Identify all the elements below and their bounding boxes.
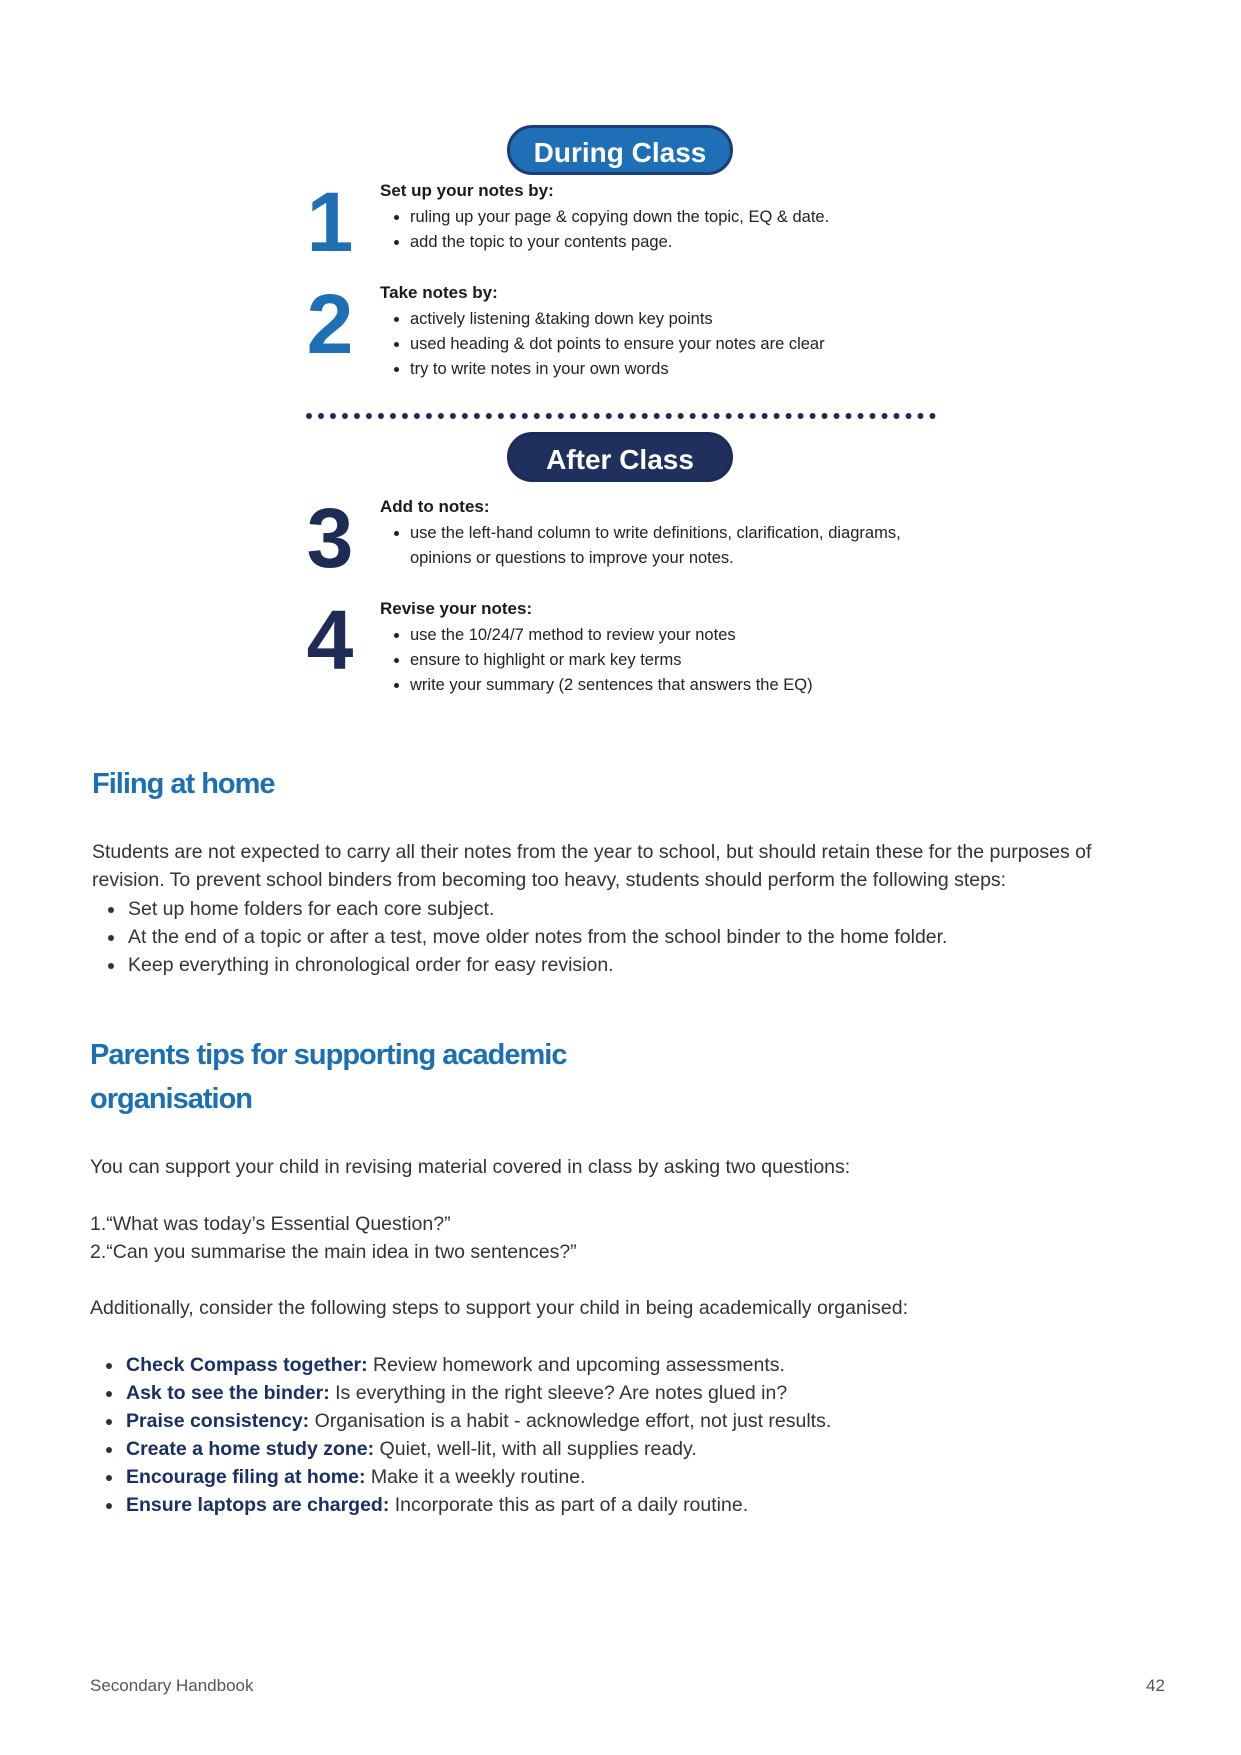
step-number: 2 bbox=[306, 277, 354, 371]
step-bullet: • write your summary (2 sentences that answers the EQ) bbox=[410, 673, 940, 698]
tip-text: Make it a weekly routine. bbox=[365, 1466, 586, 1488]
step-number: 4 bbox=[306, 593, 354, 687]
step-bullet: • actively listening &taking down key points bbox=[410, 307, 940, 332]
step-bullet: • use the 10/24/7 method to review your notes bbox=[410, 623, 940, 648]
tip-item bbox=[124, 1407, 1184, 1435]
tip-item bbox=[124, 1351, 1184, 1379]
tip-label: Create a home study zone: bbox=[126, 1438, 375, 1460]
parents-additional: Additionally, consider the following steps to support your child in being academically organised: bbox=[90, 1297, 909, 1319]
tip-label: Ensure laptops are charged: bbox=[126, 1494, 390, 1516]
tip-item bbox=[124, 1491, 1184, 1519]
step-number: 3 bbox=[306, 491, 354, 585]
step-content bbox=[380, 282, 940, 382]
step-number: 1 bbox=[306, 175, 354, 269]
step-bullets bbox=[380, 205, 940, 255]
step-bullets bbox=[380, 307, 940, 382]
list-item: • Set up home folders for each core subject. bbox=[126, 895, 1186, 923]
step-title: Set up your notes by: bbox=[380, 181, 554, 200]
step-title: Revise your notes: bbox=[380, 599, 533, 618]
filing-heading: Filing at home bbox=[92, 768, 275, 800]
step-content bbox=[380, 180, 940, 255]
parents-heading bbox=[90, 1033, 566, 1121]
tip-item bbox=[124, 1379, 1184, 1407]
tip-label: Encourage filing at home: bbox=[126, 1466, 366, 1488]
tip-label: Ask to see the binder: bbox=[126, 1382, 330, 1404]
filing-list bbox=[92, 895, 1186, 979]
step-bullet: • used heading & dot points to ensure your notes are clear bbox=[410, 332, 940, 357]
tip-text: Organisation is a habit - acknowledge effort, not just results. bbox=[309, 1410, 832, 1432]
tip-label: Praise consistency: bbox=[126, 1410, 310, 1432]
section-divider bbox=[306, 413, 936, 419]
list-item: • At the end of a topic or after a test, move older notes from the school binder to the home folder. bbox=[126, 923, 1186, 951]
parents-heading-line2: organisation bbox=[90, 1083, 253, 1115]
step-bullet: • use the left-hand column to write definitions, clarification, diagrams, opinions or questions to improve your notes. bbox=[410, 521, 940, 571]
step-bullet: • ruling up your page & copying down the topic, EQ & date. bbox=[410, 205, 940, 230]
during-class-label: During Class bbox=[507, 125, 733, 175]
footer-title: Secondary Handbook bbox=[90, 1676, 254, 1695]
tip-text: Incorporate this as part of a daily routine. bbox=[389, 1494, 749, 1516]
step-bullets bbox=[380, 521, 940, 571]
step-content bbox=[380, 598, 940, 698]
study-notes-infographic bbox=[300, 120, 960, 720]
filing-intro: Students are not expected to carry all their notes from the year to school, but should retain these for the purposes of revision. To prevent school binders from becoming too heavy, students should perform the following steps: bbox=[92, 841, 1092, 891]
step-title: Take notes by: bbox=[380, 283, 498, 302]
parents-tips-list bbox=[90, 1351, 1184, 1519]
step-bullets bbox=[380, 623, 940, 698]
tip-text: Is everything in the right sleeve? Are notes glued in? bbox=[329, 1382, 788, 1404]
step-content bbox=[380, 496, 940, 571]
tip-text: Quiet, well-lit, with all supplies ready. bbox=[374, 1438, 697, 1460]
step-bullet: • ensure to highlight or mark key terms bbox=[410, 648, 940, 673]
step-bullet: • try to write notes in your own words bbox=[410, 357, 940, 382]
step-title: Add to notes: bbox=[380, 497, 490, 516]
parents-intro: You can support your child in revising material covered in class by asking two questions: bbox=[90, 1156, 851, 1178]
tip-label: Check Compass together: bbox=[126, 1354, 368, 1376]
tip-item bbox=[124, 1463, 1184, 1491]
question-2: 2.“Can you summarise the main idea in two sentences?” bbox=[90, 1241, 577, 1263]
question-1: 1.“What was today’s Essential Question?” bbox=[90, 1213, 451, 1235]
tip-item bbox=[124, 1435, 1184, 1463]
parents-heading-line1: Parents tips for supporting academic bbox=[90, 1039, 567, 1071]
list-item: • Keep everything in chronological order for easy revision. bbox=[126, 951, 1186, 979]
tip-text: Review homework and upcoming assessments. bbox=[367, 1354, 785, 1376]
page-number: 42 bbox=[1146, 1676, 1165, 1695]
after-class-label: After Class bbox=[507, 432, 733, 482]
step-bullet: • add the topic to your contents page. bbox=[410, 230, 940, 255]
